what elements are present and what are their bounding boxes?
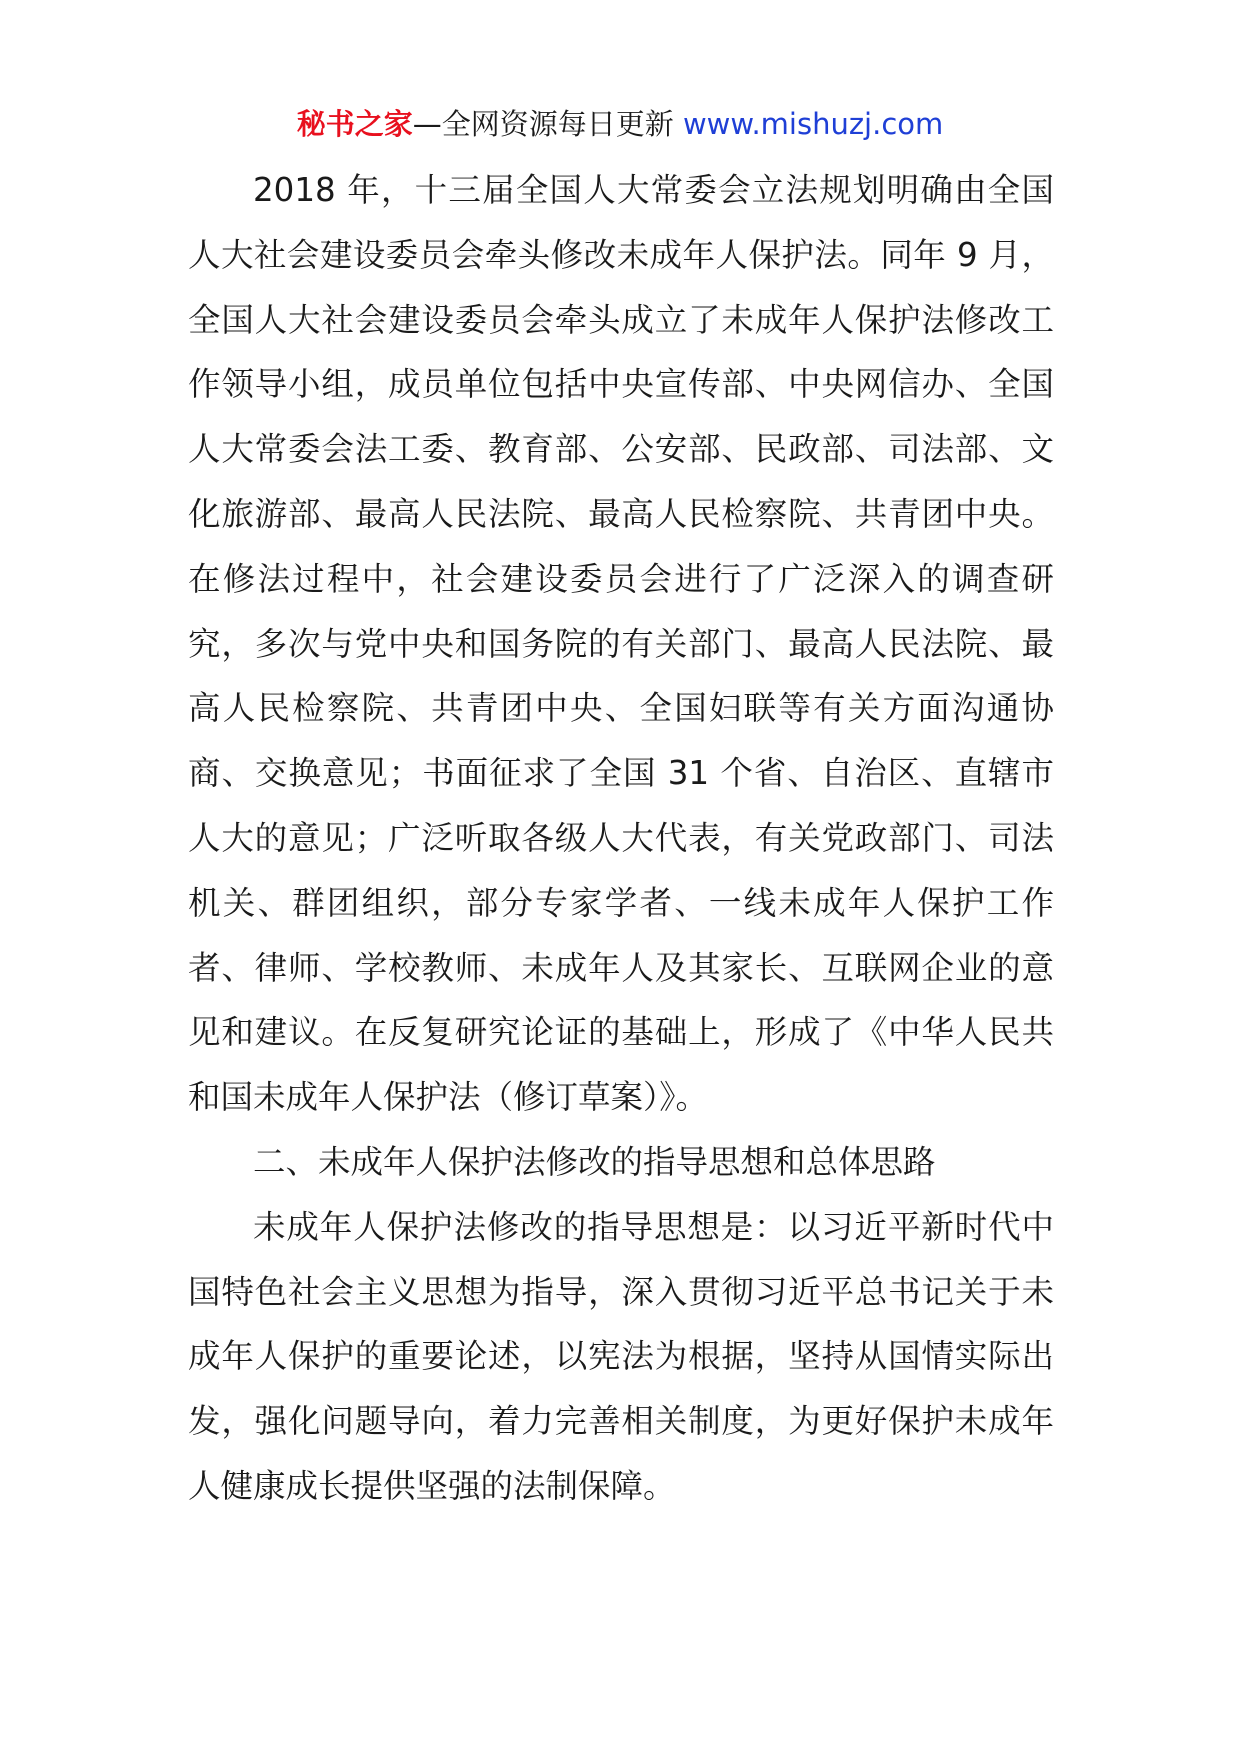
site-tagline: —全网资源每日更新 — [412, 107, 674, 141]
site-header — [0, 104, 1240, 144]
site-brand: 秘书之家 — [296, 107, 413, 141]
site-url-link[interactable]: www.mishuzj.com — [682, 107, 944, 141]
section-heading: 二、未成年人保护法修改的指导思想和总体思路 — [253, 1142, 936, 1181]
document-body — [188, 158, 1054, 1519]
paragraph-legislative-history: 2018 年，十三届全国人大常委会立法规划明确由全国人大社会建设委员会牵头修改未成年人保护法。同年 9 月，全国人大社会建设委员会牵头成立了未成年人保护法修改工作领导小组，成员单位包括中央宣传部、中央网信办、全国人大常委会法工委、教育部、公安部、民政部、司法部、文化旅游部、最高人民法院、最高人民检察院、共青团中央。在修法过程中，社会建设委员会进行了广泛深入的调查研究，多次与党中央和国务院的有关部门、最高人民法院、最高人民检察院、共青团中央、全国妇联等有关方面沟通协商、交换意见；书面征求了全国 31 个省、自治区、直辖市人大的意见；广泛听取各级人大代表，有关党政部门、司法机关、群团组织，部分专家学者、一线未成年人保护工作者、律师、学校教师、未成年人及其家长、互联网企业的意见和建议。在反复研究论证的基础上，形成了《中华人民共和国未成年人保护法（修订草案）》。 — [188, 171, 1054, 1117]
paragraph-guiding-ideology: 未成年人保护法修改的指导思想是：以习近平新时代中国特色社会主义思想为指导，深入贯彻习近平总书记关于未成年人保护的重要论述，以宪法为根据，坚持从国情实际出发，强化问题导向，着力完善相关制度，为更好保护未成年人健康成长提供坚强的法制保障。 — [188, 1207, 1054, 1505]
